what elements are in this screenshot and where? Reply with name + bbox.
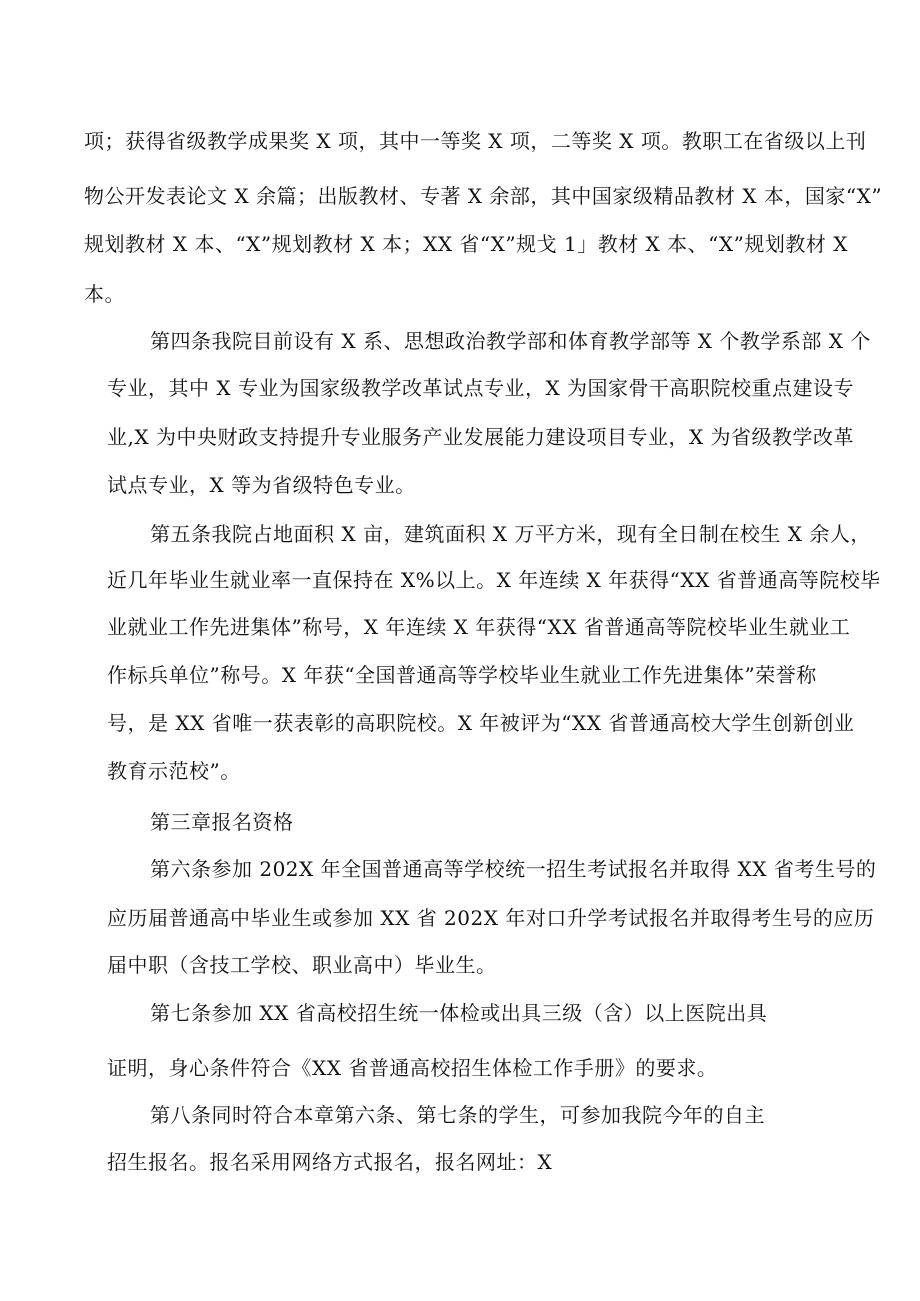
text-line: 专业，其中 X 专业为国家级教学改革试点专业，X 为国家骨干高职院校重点建设专	[107, 376, 855, 400]
text-line: 届中职（含技工学校、职业高中）毕业生。	[107, 953, 497, 977]
text-line: 业就业工作先进集体”称号，X 年连续 X 年获得“XX 省普通高等院校毕业生就业工	[107, 615, 851, 639]
heading-text: 第三章报名资格	[150, 810, 294, 834]
text-line: 第六条参加 202X 年全国普通高等学校统一招生考试报名并取得 XX 省考生号的	[150, 857, 877, 881]
text-line: 物公开发表论文 X 余篇；出版教材、专著 X 余部，其中国家级精品教材 X 本，国家“X”	[84, 184, 883, 208]
text-line: 应历届普通高中毕业生或参加 XX 省 202X 年对口升学考试报名并取得考生号的应历	[107, 906, 875, 930]
text-line: 本。	[84, 282, 125, 306]
text-line: 近几年毕业生就业率一直保持在 X%以上。X 年连续 X 年获得“XX 省普通高等院校毕	[107, 568, 881, 592]
text-line: 教育示范校”。	[107, 759, 241, 783]
text-line: 第七条参加 XX 省高校招生统一体检或出具三级（含）以上医院出具	[150, 1001, 768, 1025]
text-line: 项；获得省级教学成果奖 X 项，其中一等奖 X 项，二等奖 X 项。教职工在省级以上刊	[84, 129, 867, 153]
text-line: 第四条我院目前设有 X 系、思想政治教学部和体育教学部等 X 个教学系部 X 个	[150, 329, 871, 353]
text-line: 业,X 为中央财政支持提升专业服务产业发展能力建设项目专业，X 为省级教学改革	[107, 425, 855, 449]
text-line: 号，是 XX 省唯一获表彰的高职院校。X 年被评为“XX 省普通高校大学生创新创业	[107, 711, 855, 735]
text-line: 试点专业，X 等为省级特色专业。	[107, 473, 416, 497]
text-line: 第五条我院占地面积 X 亩，建筑面积 X 万平方米，现有全日制在校生 X 余人，	[150, 522, 871, 546]
text-line: 作标兵单位”称号。X 年获“全国普通高等学校毕业生就业工作先进集体”荣誉称	[107, 663, 817, 687]
text-line: 第八条同时符合本章第六条、第七条的学生，可参加我院今年的自主	[150, 1103, 765, 1127]
text-line: 证明，身心条件符合《XX 省普通高校招生体检工作手册》的要求。	[107, 1056, 718, 1080]
text-line: 招生报名。报名采用网络方式报名，报名网址：X	[107, 1150, 553, 1174]
text-line: 规划教材 X 本、“X”规划教材 X 本；XX 省“X”规戈 1」教材 X 本、“X”规划教材 X	[84, 232, 848, 256]
